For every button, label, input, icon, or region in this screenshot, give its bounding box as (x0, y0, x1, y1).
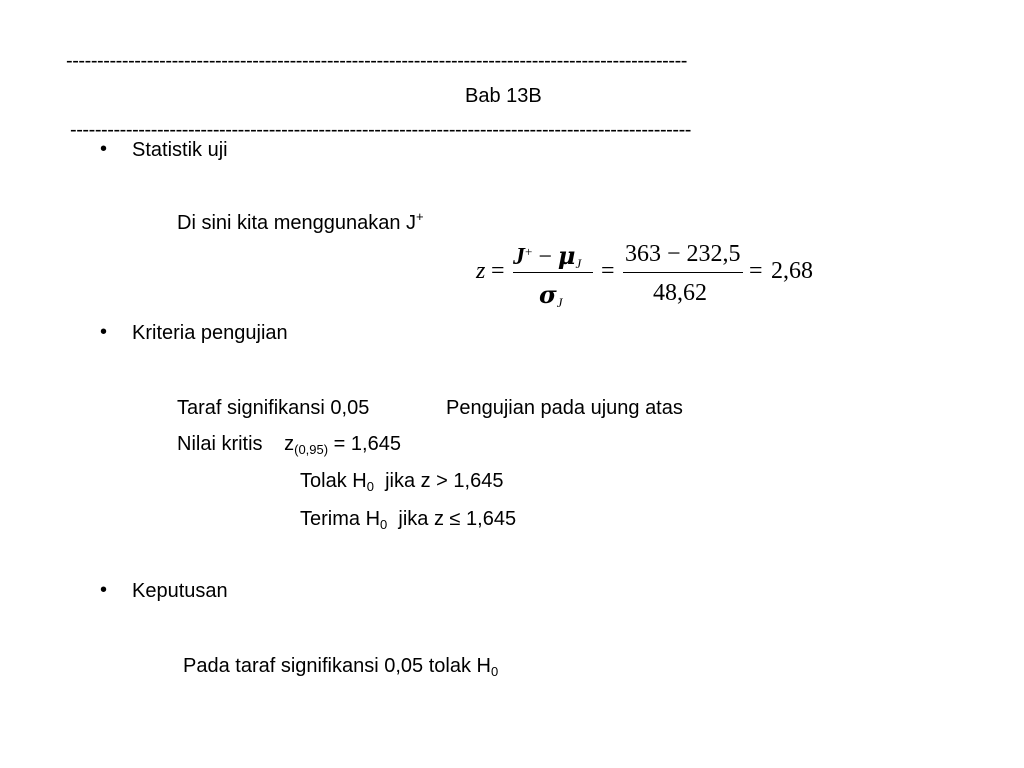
formula-minus: − (538, 244, 552, 270)
bullet-kriteria: • (100, 321, 108, 343)
fraction2-denominator: 48,62 (653, 280, 707, 306)
bottom-dash-divider: ---------------------------------------------------------------------------------------------------- (70, 119, 692, 141)
formula-J-plus: + (525, 244, 533, 259)
nilai-kritis-label: Nilai kritis (177, 433, 263, 455)
tolak-rule (300, 469, 503, 493)
statistik-description (177, 211, 424, 235)
taraf-signifikansi: Taraf signifikansi 0,05 (177, 397, 370, 419)
nilai-kritis-sub: (0,95) (294, 442, 329, 457)
heading-keputusan: Keputusan (132, 580, 228, 602)
fraction1-bar (513, 272, 593, 273)
page-title: Bab 13B (465, 85, 542, 107)
top-dash-divider: ---------------------------------------------------------------------------------------------------- (66, 50, 688, 72)
formula-eq-1: = (491, 258, 505, 284)
keputusan-text-main: Pada taraf signifikansi 0,05 tolak H (183, 655, 491, 677)
heading-statistik-uji: Statistik uji (132, 139, 228, 161)
terima-rule (300, 507, 516, 531)
terima-pre: Terima H (300, 508, 381, 530)
fraction2-numerator: 363 − 232,5 (625, 241, 741, 267)
fraction1-denominator (539, 280, 562, 310)
bullet-keputusan: • (100, 579, 108, 601)
bullet-statistik: • (100, 138, 108, 160)
formula-eq-3: = (749, 258, 763, 284)
pengujian-ujung-atas: Pengujian pada ujung atas (446, 397, 683, 419)
fraction1-numerator (513, 241, 581, 271)
nilai-kritis-value: = 1,645 (333, 433, 401, 455)
nilai-kritis (177, 432, 401, 456)
fraction2-bar (623, 272, 743, 273)
tolak-sub: 0 (366, 479, 374, 494)
keputusan-sub: 0 (490, 664, 499, 679)
formula-sigma-sub: J (556, 295, 563, 310)
tolak-post: jika z > 1,645 (385, 470, 504, 492)
formula-mu-sub: J (575, 256, 582, 271)
nilai-kritis-z: z (284, 433, 295, 455)
formula-z: z (476, 258, 486, 284)
statistik-description-text: Di sini kita menggunakan J (177, 212, 417, 234)
formula-mu: μ (557, 241, 576, 270)
tolak-pre: Tolak H (300, 470, 367, 492)
formula-result: 2,68 (771, 258, 813, 284)
formula-eq-2: = (601, 258, 615, 284)
terima-sub: 0 (380, 517, 388, 532)
terima-post: jika z ≤ 1,645 (398, 508, 517, 530)
heading-kriteria-pengujian: Kriteria pengujian (132, 322, 288, 344)
statistik-description-sup: + (416, 209, 424, 224)
formula-sigma: σ (539, 280, 557, 309)
keputusan-text (183, 654, 498, 678)
formula-J: J (513, 244, 525, 270)
